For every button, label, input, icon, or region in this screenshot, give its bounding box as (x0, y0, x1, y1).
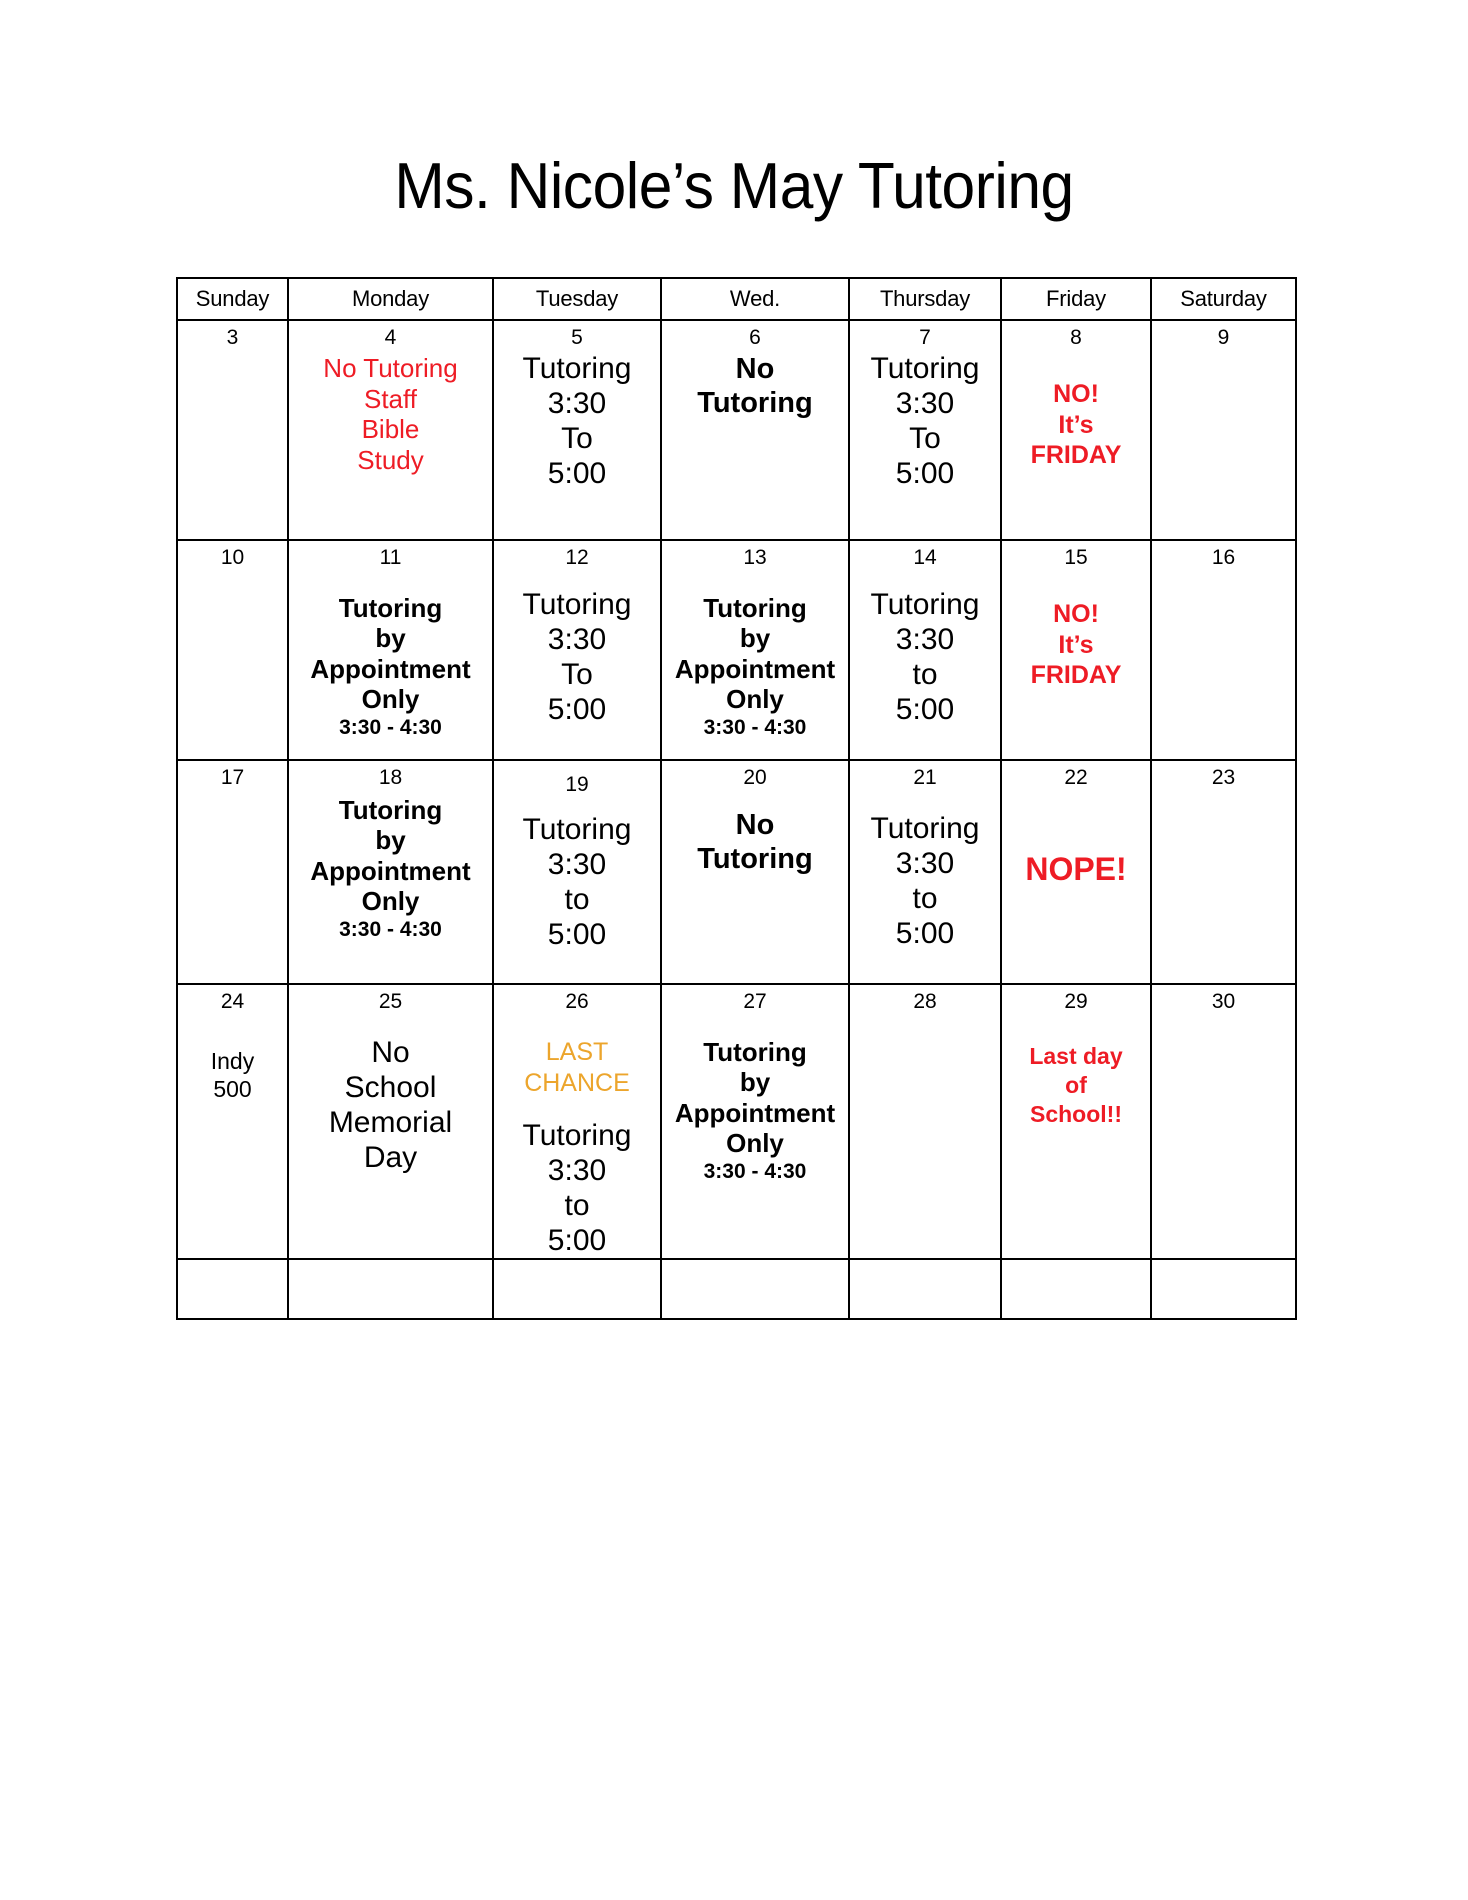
day-number: 14 (913, 546, 937, 569)
entry-line: Tutoring (522, 813, 632, 846)
day-cell[interactable] (661, 320, 849, 540)
day-entry (1002, 851, 1150, 888)
day-number: 21 (913, 766, 937, 789)
entry-line: 3:30 (895, 847, 955, 881)
entry-line: No (735, 809, 775, 841)
entry-line: 500 (213, 1076, 252, 1103)
day-cell[interactable] (288, 1259, 493, 1319)
entry-line: 3:30 (547, 387, 607, 421)
day-cell[interactable] (177, 984, 288, 1259)
column-header-saturday: Saturday (1151, 278, 1296, 320)
day-number: 7 (919, 326, 931, 349)
day-cell[interactable] (493, 320, 661, 540)
entry-line: Only (726, 1128, 784, 1159)
entry-line: to (912, 882, 938, 916)
day-number: 23 (1211, 766, 1236, 789)
day-cell[interactable] (1001, 984, 1151, 1259)
day-cell[interactable] (661, 984, 849, 1259)
day-cell[interactable] (1151, 1259, 1296, 1319)
day-cell[interactable] (849, 1259, 1001, 1319)
entry-line: Appointment (310, 855, 471, 886)
entry-line: Tutoring (870, 352, 980, 385)
entry-line: It’s (1058, 630, 1094, 659)
column-header-friday: Friday (1001, 278, 1151, 320)
day-number: 6 (749, 326, 761, 349)
column-header-thursday: Thursday (849, 278, 1001, 320)
column-header-tuesday: Tuesday (493, 278, 661, 320)
day-number: 13 (743, 546, 767, 569)
day-cell[interactable] (1151, 540, 1296, 760)
tutoring-calendar-table (176, 277, 1297, 1320)
entry-line: Tutoring (338, 593, 443, 623)
entry-line: Tutoring (338, 795, 443, 825)
day-cell[interactable] (849, 984, 1001, 1259)
day-banner (494, 1037, 660, 1100)
entry-line: It’s (1058, 410, 1094, 439)
entry-time: 3:30 - 4:30 (339, 715, 442, 739)
day-entry (494, 812, 660, 952)
day-cell[interactable] (493, 760, 661, 984)
entry-line: Tutoring (522, 352, 632, 385)
day-number: 19 (565, 773, 589, 796)
day-number: 30 (1211, 990, 1236, 1013)
day-entry (178, 1047, 287, 1103)
entry-line: Tutoring (522, 588, 632, 621)
entry-line: 5:00 (895, 693, 955, 727)
day-number: 15 (1064, 546, 1088, 569)
day-entry (1002, 1042, 1150, 1129)
entry-line: 5:00 (895, 457, 955, 491)
entry-line: 5:00 (547, 693, 607, 727)
entry-line: 3:30 (547, 848, 607, 882)
entry-line: Study (357, 445, 424, 476)
day-cell[interactable] (1001, 320, 1151, 540)
entry-line: Tutoring (522, 1118, 632, 1152)
day-number: 8 (1070, 326, 1082, 349)
entry-line: NO! (1053, 380, 1099, 408)
entry-line: Staff (363, 383, 417, 414)
day-entry (289, 1035, 492, 1175)
entry-line: Only (361, 886, 420, 917)
column-header-wednesday: Wed. (661, 278, 849, 320)
entry-line: Last day (1029, 1043, 1123, 1069)
entry-line: To (909, 422, 941, 456)
entry-line: 5:00 (547, 457, 607, 491)
entry-line: Appointment (674, 653, 836, 684)
entry-line: Only (726, 684, 784, 715)
day-number: 10 (220, 546, 245, 569)
column-header-sunday: Sunday (177, 278, 288, 320)
entry-line: to (564, 1188, 590, 1222)
entry-time: 3:30 - 4:30 (703, 715, 807, 739)
day-entry (662, 593, 848, 740)
entry-line: Only (361, 684, 420, 715)
entry-line: Tutoring (703, 593, 807, 623)
entry-line: 3:30 (547, 623, 607, 657)
entry-line: NOPE! (1025, 851, 1127, 887)
entry-line: Appointment (310, 653, 471, 684)
day-number: 12 (565, 546, 589, 569)
entry-line: of (1065, 1071, 1087, 1098)
day-number: 17 (220, 766, 245, 789)
day-number: 27 (743, 990, 767, 1013)
day-entry (850, 587, 1000, 727)
entry-line: by (739, 1067, 771, 1098)
entry-line: Tutoring (703, 1037, 807, 1067)
entry-line: Indy (210, 1048, 255, 1074)
entry-line: NO! (1053, 600, 1099, 628)
day-cell[interactable] (288, 760, 493, 984)
entry-line: 3:30 (895, 387, 955, 421)
banner-line: LAST (545, 1038, 609, 1066)
entry-line: Tutoring (870, 588, 980, 621)
day-number: 28 (913, 990, 937, 1013)
day-cell[interactable] (288, 984, 493, 1259)
day-cell[interactable] (288, 540, 493, 760)
entry-line: to (564, 883, 590, 917)
entry-line: Appointment (674, 1097, 836, 1128)
entry-line: by (375, 623, 406, 654)
entry-time: 3:30 - 4:30 (703, 1159, 807, 1183)
day-number: 4 (384, 326, 397, 349)
day-entry (494, 587, 660, 727)
day-entry (289, 353, 492, 476)
entry-line: Tutoring (697, 842, 813, 875)
entry-line: To (561, 422, 593, 456)
day-cell[interactable] (1001, 1259, 1151, 1319)
entry-line: School!! (1030, 1100, 1122, 1127)
entry-line: FRIDAY (1030, 441, 1122, 469)
entry-line: Tutoring (697, 386, 813, 419)
day-number: 26 (565, 990, 589, 1013)
day-cell[interactable] (849, 760, 1001, 984)
day-entry (662, 353, 848, 421)
day-entry (1002, 379, 1150, 471)
day-cell[interactable] (493, 1259, 661, 1319)
day-cell[interactable] (849, 540, 1001, 760)
entry-line: No Tutoring (323, 353, 458, 383)
day-entry (289, 795, 492, 942)
day-entry (494, 351, 660, 491)
day-cell[interactable] (849, 320, 1001, 540)
day-cell[interactable] (661, 540, 849, 760)
calendar-header-row (177, 278, 1296, 320)
entry-line: School (344, 1071, 437, 1105)
entry-line: 5:00 (547, 918, 607, 952)
day-number: 9 (1217, 326, 1230, 349)
day-number: 29 (1064, 990, 1088, 1013)
day-number: 5 (571, 326, 583, 349)
day-entry (289, 593, 492, 740)
entry-line: 3:30 (547, 1153, 607, 1187)
entry-line: Memorial (328, 1106, 453, 1140)
entry-time: 3:30 - 4:30 (339, 917, 442, 941)
entry-line: by (375, 825, 406, 856)
day-number: 24 (220, 990, 245, 1013)
day-entry (662, 809, 848, 877)
day-cell[interactable] (1151, 760, 1296, 984)
entry-line: FRIDAY (1030, 661, 1122, 689)
day-number: 20 (743, 766, 767, 789)
day-entry (662, 1037, 848, 1184)
entry-line: No (371, 1036, 410, 1069)
entry-line: 5:00 (895, 917, 955, 951)
entry-line: to (912, 658, 938, 692)
day-number: 18 (378, 766, 403, 789)
day-cell[interactable] (177, 1259, 288, 1319)
column-header-monday: Monday (288, 278, 493, 320)
calendar-week-row (177, 760, 1296, 984)
day-cell[interactable] (177, 320, 288, 540)
day-cell[interactable] (661, 760, 849, 984)
day-entry (850, 811, 1000, 951)
day-number: 22 (1064, 766, 1088, 789)
day-number: 16 (1211, 546, 1236, 569)
entry-line: Day (363, 1141, 418, 1175)
day-cell[interactable] (177, 540, 288, 760)
day-cell[interactable] (1151, 320, 1296, 540)
entry-line: 5:00 (547, 1223, 607, 1257)
day-number: 3 (226, 326, 239, 349)
day-number: 25 (378, 990, 403, 1013)
day-entry (1002, 599, 1150, 691)
entry-line: Bible (361, 414, 420, 445)
day-cell[interactable] (1001, 540, 1151, 760)
entry-line: 3:30 (895, 623, 955, 657)
day-cell[interactable] (1001, 760, 1151, 984)
day-cell[interactable] (661, 1259, 849, 1319)
day-cell[interactable] (1151, 984, 1296, 1259)
day-cell[interactable] (493, 984, 661, 1259)
banner-line: CHANCE (524, 1069, 630, 1098)
day-cell[interactable] (288, 320, 493, 540)
day-cell[interactable] (177, 760, 288, 984)
day-entry (494, 1118, 660, 1258)
day-number: 11 (379, 546, 402, 569)
entry-line: Tutoring (870, 812, 980, 845)
day-entry (850, 351, 1000, 491)
entry-line: No (735, 353, 775, 385)
calendar-week-row (177, 984, 1296, 1259)
calendar-week-row (177, 320, 1296, 540)
entry-line: To (561, 658, 593, 692)
calendar-week-row (177, 540, 1296, 760)
calendar-week-row (177, 1259, 1296, 1319)
day-cell[interactable] (493, 540, 661, 760)
page-title: Ms. Nicole’s May Tutoring (394, 149, 1074, 222)
entry-line: by (739, 623, 771, 654)
